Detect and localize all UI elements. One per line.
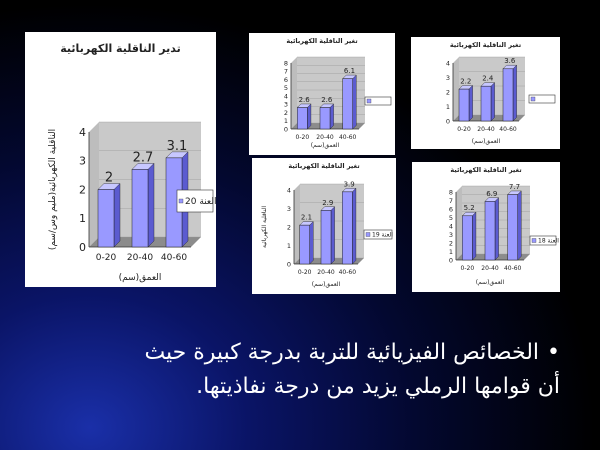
chart-title: تدير الناقلية الكهربائية xyxy=(60,42,181,55)
x-tick-label: 0-20 xyxy=(295,134,310,141)
bar xyxy=(503,69,513,121)
y-tick-label: 1 xyxy=(445,102,450,111)
x-tick-label: 20-40 xyxy=(481,265,499,272)
x-tick-label: 40-60 xyxy=(503,265,522,272)
y-tick-label: 2 xyxy=(445,88,450,97)
data-label: 6.1 xyxy=(343,67,356,76)
bar xyxy=(485,201,495,260)
x-tick-label: 40-60 xyxy=(338,269,357,276)
bar xyxy=(320,108,330,129)
chart-title: تغير الناقلية الكهربائية xyxy=(288,162,360,170)
data-label: 2.9 xyxy=(322,198,334,207)
y-tick-label: 1 xyxy=(448,247,453,256)
y-axis-label: الناقلية الكهربائية xyxy=(261,205,268,249)
chart-4-svg xyxy=(252,158,396,294)
chart-title: تغير الناقلية الكهربائية xyxy=(450,166,522,174)
chart-panel-2 xyxy=(249,33,395,155)
y-tick-label: 3 xyxy=(448,230,453,239)
bar-side xyxy=(114,184,120,248)
y-tick-label: 7 xyxy=(448,196,453,205)
y-axis-label: الناقلية الكهربائية(مليم وس/سم) xyxy=(48,128,58,251)
x-tick-label: 20-40 xyxy=(126,253,154,263)
bar xyxy=(343,79,353,129)
x-tick-label: 0-20 xyxy=(95,253,117,263)
y-tick-label: 7 xyxy=(283,67,288,76)
x-tick-label: 0-20 xyxy=(297,269,312,276)
chart-panel-3 xyxy=(411,37,560,149)
legend-swatch xyxy=(532,239,536,243)
y-tick-label: 3 xyxy=(283,100,288,109)
chart-panel-4 xyxy=(252,158,396,294)
y-tick-label: 0 xyxy=(79,240,86,254)
bar xyxy=(481,86,491,121)
legend-swatch xyxy=(366,233,370,237)
data-label: 2.2 xyxy=(460,77,472,86)
y-tick-label: 1 xyxy=(283,117,288,126)
bar-side xyxy=(495,198,499,260)
legend-swatch xyxy=(367,99,371,103)
bar xyxy=(342,192,352,264)
y-tick-label: 4 xyxy=(445,59,450,68)
y-tick-label: 4 xyxy=(79,125,86,139)
bar-side xyxy=(352,188,356,264)
x-axis-label: العمق(سم) xyxy=(471,138,501,145)
y-tick-label: 0 xyxy=(448,256,453,265)
bar xyxy=(132,169,148,247)
bar-side xyxy=(307,104,311,129)
bullet-line-1-text: الخصائص الفيزيائية للتربة بدرجة كبيرة حيث xyxy=(144,340,540,365)
bar xyxy=(459,89,469,121)
x-tick-label: 20-40 xyxy=(477,126,495,133)
x-tick-label: 0-20 xyxy=(460,265,475,272)
y-tick-label: 2 xyxy=(448,239,453,248)
x-tick-label: 20-40 xyxy=(316,134,334,141)
chart-5-svg xyxy=(412,162,560,292)
data-label: 2.6 xyxy=(321,95,333,104)
y-tick-label: 5 xyxy=(448,213,453,222)
x-tick-label: 0-20 xyxy=(457,126,471,133)
y-tick-label: 3 xyxy=(445,73,450,82)
bullet-icon: • xyxy=(547,340,560,365)
bar xyxy=(508,195,518,260)
data-label: 2.1 xyxy=(300,213,313,222)
y-tick-label: 2 xyxy=(286,223,291,232)
x-tick-label: 40-60 xyxy=(338,134,357,141)
chart-3-svg xyxy=(411,37,560,149)
y-tick-label: 3 xyxy=(286,204,291,213)
bar xyxy=(462,216,472,260)
data-label: 6.9 xyxy=(486,189,498,198)
data-label: 2.7 xyxy=(132,150,154,166)
y-tick-label: 4 xyxy=(448,222,453,231)
bar xyxy=(98,190,114,248)
y-tick-label: 6 xyxy=(283,75,288,84)
y-tick-label: 2 xyxy=(79,183,86,197)
bar-side xyxy=(331,207,335,264)
y-tick-label: 1 xyxy=(286,241,291,250)
chart-2-svg xyxy=(249,33,395,155)
data-label: 3.6 xyxy=(504,57,516,66)
data-label: 7.7 xyxy=(508,182,521,191)
legend-label: العنة 18 xyxy=(538,237,559,245)
legend-label: العنة 20 xyxy=(185,197,216,208)
y-tick-label: 1 xyxy=(79,212,86,226)
data-label: 2.4 xyxy=(482,74,494,83)
bar xyxy=(297,108,307,129)
x-axis-label: العمق(سم) xyxy=(118,273,162,283)
bullet-line-2: أن قوامها الرملي يزيد من درجة نفاذيتها. xyxy=(196,374,560,399)
y-tick-label: 4 xyxy=(286,186,291,195)
bar-side xyxy=(518,191,522,260)
x-tick-label: 40-60 xyxy=(160,253,188,263)
bar-side xyxy=(310,222,314,264)
slide-bullet-text xyxy=(40,336,560,404)
legend-swatch xyxy=(531,97,535,101)
bullet-line-1 xyxy=(40,336,560,370)
y-tick-label: 4 xyxy=(283,92,288,101)
bar-side xyxy=(330,104,334,129)
data-label: 2 xyxy=(104,170,114,186)
y-tick-label: 6 xyxy=(448,205,453,214)
y-tick-label: 2 xyxy=(283,108,288,117)
y-tick-label: 0 xyxy=(445,117,450,126)
bar xyxy=(321,210,331,264)
legend-swatch xyxy=(179,199,183,203)
y-tick-label: 8 xyxy=(448,188,453,197)
data-label: 3.1 xyxy=(166,138,188,154)
chart-title: تغير الناقلية الكهربائية xyxy=(449,41,522,49)
x-tick-label: 40-60 xyxy=(499,126,517,133)
chart-panel-1 xyxy=(25,32,216,287)
data-label: 5.2 xyxy=(463,204,475,213)
chart-panel-5 xyxy=(412,162,560,292)
x-axis-label: العمق(سم) xyxy=(475,279,505,286)
x-axis-label: العمق(سم) xyxy=(310,142,340,149)
bar xyxy=(300,225,310,264)
y-tick-label: 0 xyxy=(286,260,291,269)
y-tick-label: 5 xyxy=(283,84,288,93)
bar-side xyxy=(469,86,473,122)
chart-title: تغير الناقلية الكهربائية xyxy=(286,37,358,45)
y-tick-label: 8 xyxy=(283,59,288,68)
legend-label: العنة 19 xyxy=(372,231,393,239)
data-label: 2.6 xyxy=(298,95,310,104)
x-axis-label: العمق(سم) xyxy=(311,281,341,288)
bar-side xyxy=(491,83,495,121)
data-label: 3.9 xyxy=(343,180,355,189)
bar-side xyxy=(353,75,357,129)
x-tick-label: 20-40 xyxy=(317,269,335,276)
y-tick-label: 0 xyxy=(283,125,288,134)
bar-side xyxy=(472,212,476,260)
chart-1-svg xyxy=(25,32,216,287)
y-tick-label: 3 xyxy=(79,154,86,168)
bar-side xyxy=(513,65,517,121)
bar-side xyxy=(148,163,154,247)
